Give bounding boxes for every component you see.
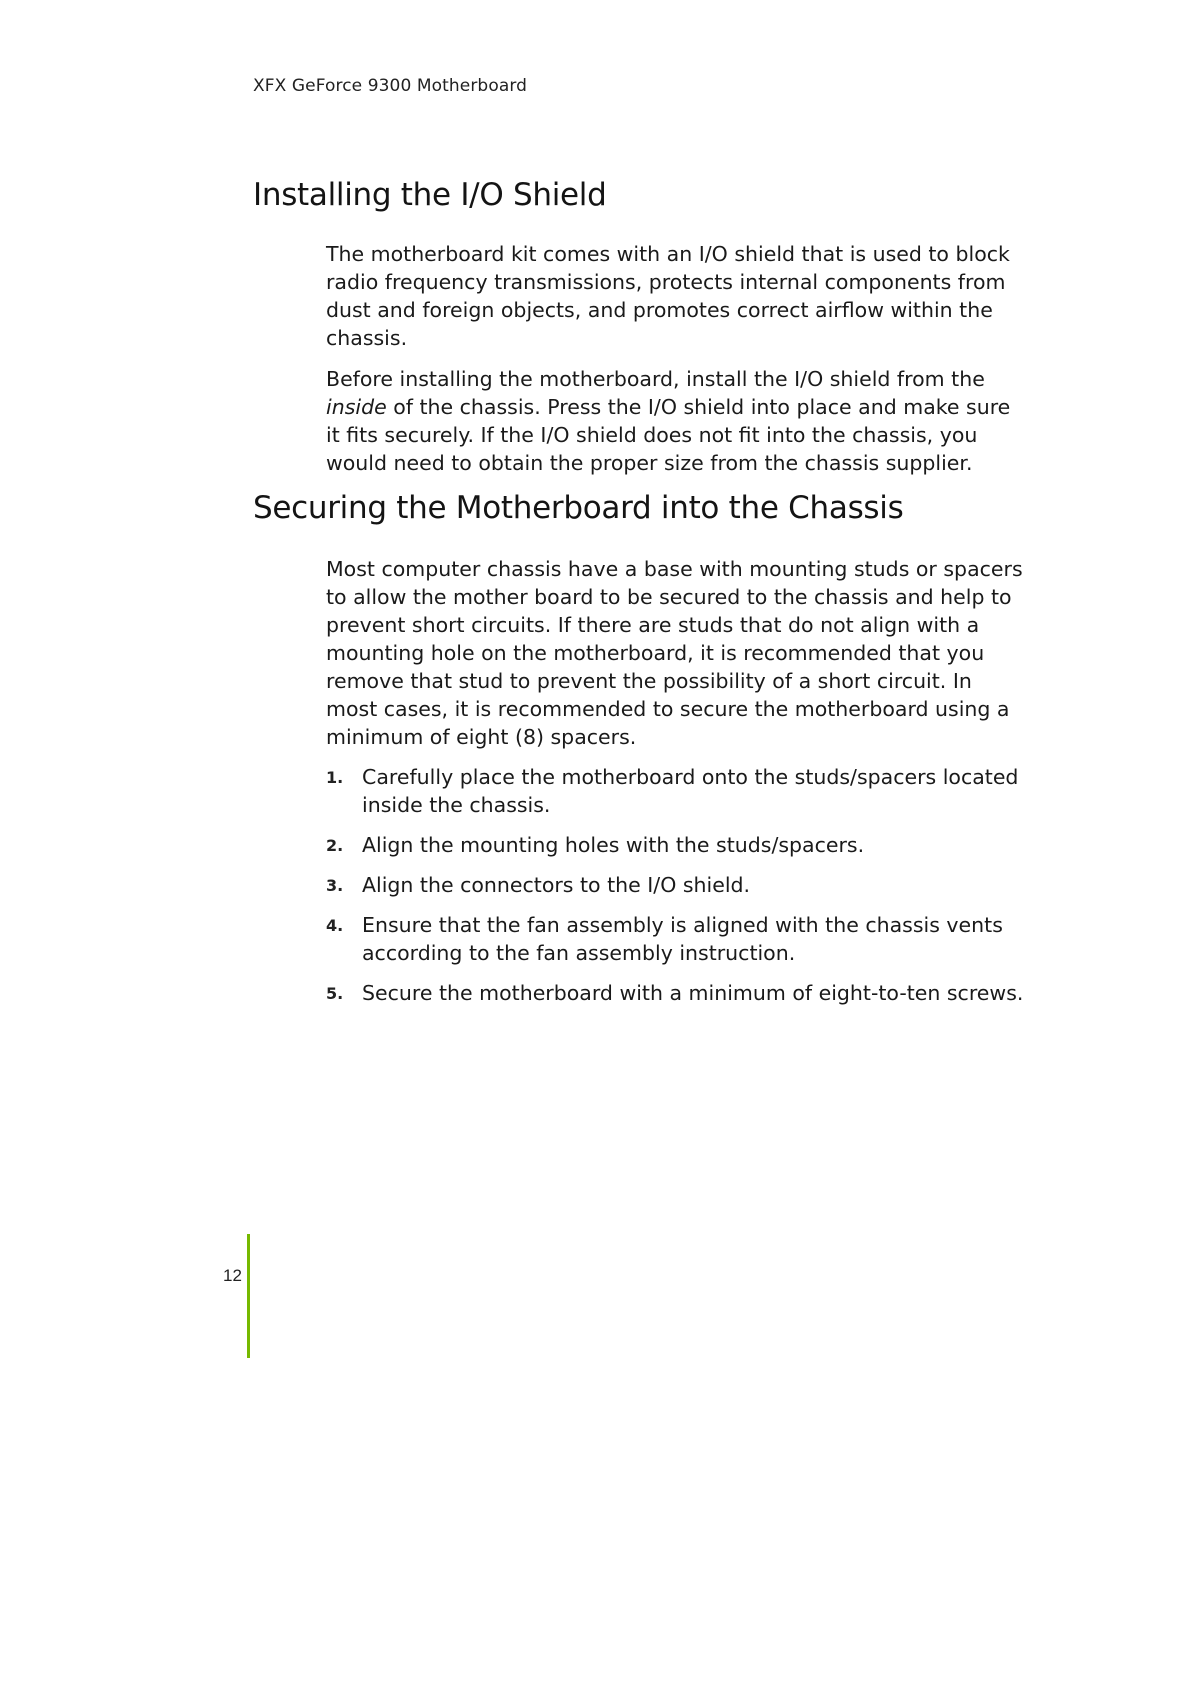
list-item bbox=[326, 979, 1026, 1007]
io-shield-paragraph-1 bbox=[326, 240, 1026, 352]
running-header: XFX GeForce 9300 Motherboard bbox=[253, 76, 528, 96]
step-number: 4. bbox=[326, 916, 344, 935]
paragraph-text: The motherboard kit comes with an I/O shield that is used to block radio frequency transmissions, protects internal components from dust and foreign objects, and promotes correct airflow within the chassis. bbox=[326, 242, 1010, 350]
list-item bbox=[326, 831, 1026, 859]
securing-paragraph bbox=[326, 555, 1026, 751]
step-number: 1. bbox=[326, 768, 344, 787]
step-number: 5. bbox=[326, 984, 344, 1003]
page-number: 12 bbox=[223, 1266, 242, 1285]
step-number: 3. bbox=[326, 876, 344, 895]
section-heading-securing-motherboard: Securing the Motherboard into the Chassis bbox=[253, 490, 904, 526]
step-number: 2. bbox=[326, 836, 344, 855]
step-text: Align the mounting holes with the studs/spacers. bbox=[362, 833, 865, 857]
paragraph-text: Most computer chassis have a base with mounting studs or spacers to allow the mother board to be secured to the chassis and help to prevent short circuits. If there are studs that do not align with a mounting hole on the motherboard, it is recommended that you remove that stud to prevent the possibility of a short circuit. In most cases, it is recommended to secure the motherboard using a minimum of eight (8) spacers. bbox=[326, 557, 1023, 749]
footer-accent-bar bbox=[247, 1234, 250, 1358]
emphasis-inside: inside bbox=[326, 395, 387, 419]
step-text: Secure the motherboard with a minimum of eight-to-ten screws. bbox=[362, 981, 1024, 1005]
list-item bbox=[326, 911, 1026, 967]
paragraph-text-after: of the chassis. Press the I/O shield into place and make sure it fits securely. If the I/O shield does not fit into the chassis, you would need to obtain the proper size from the chassis supplier. bbox=[326, 395, 1011, 475]
step-text: Align the connectors to the I/O shield. bbox=[362, 873, 751, 897]
step-text: Ensure that the fan assembly is aligned with the chassis vents according to the fan assembly instruction. bbox=[362, 913, 1003, 965]
section-heading-io-shield: Installing the I/O Shield bbox=[253, 177, 607, 213]
paragraph-text-before: Before installing the motherboard, install the I/O shield from the bbox=[326, 367, 985, 391]
step-text: Carefully place the motherboard onto the studs/spacers located inside the chassis. bbox=[362, 765, 1019, 817]
list-item bbox=[326, 871, 1026, 899]
installation-steps-list bbox=[326, 763, 1026, 1019]
paragraph-text bbox=[326, 365, 1026, 477]
io-shield-paragraph-2 bbox=[326, 365, 1026, 477]
list-item bbox=[326, 763, 1026, 819]
